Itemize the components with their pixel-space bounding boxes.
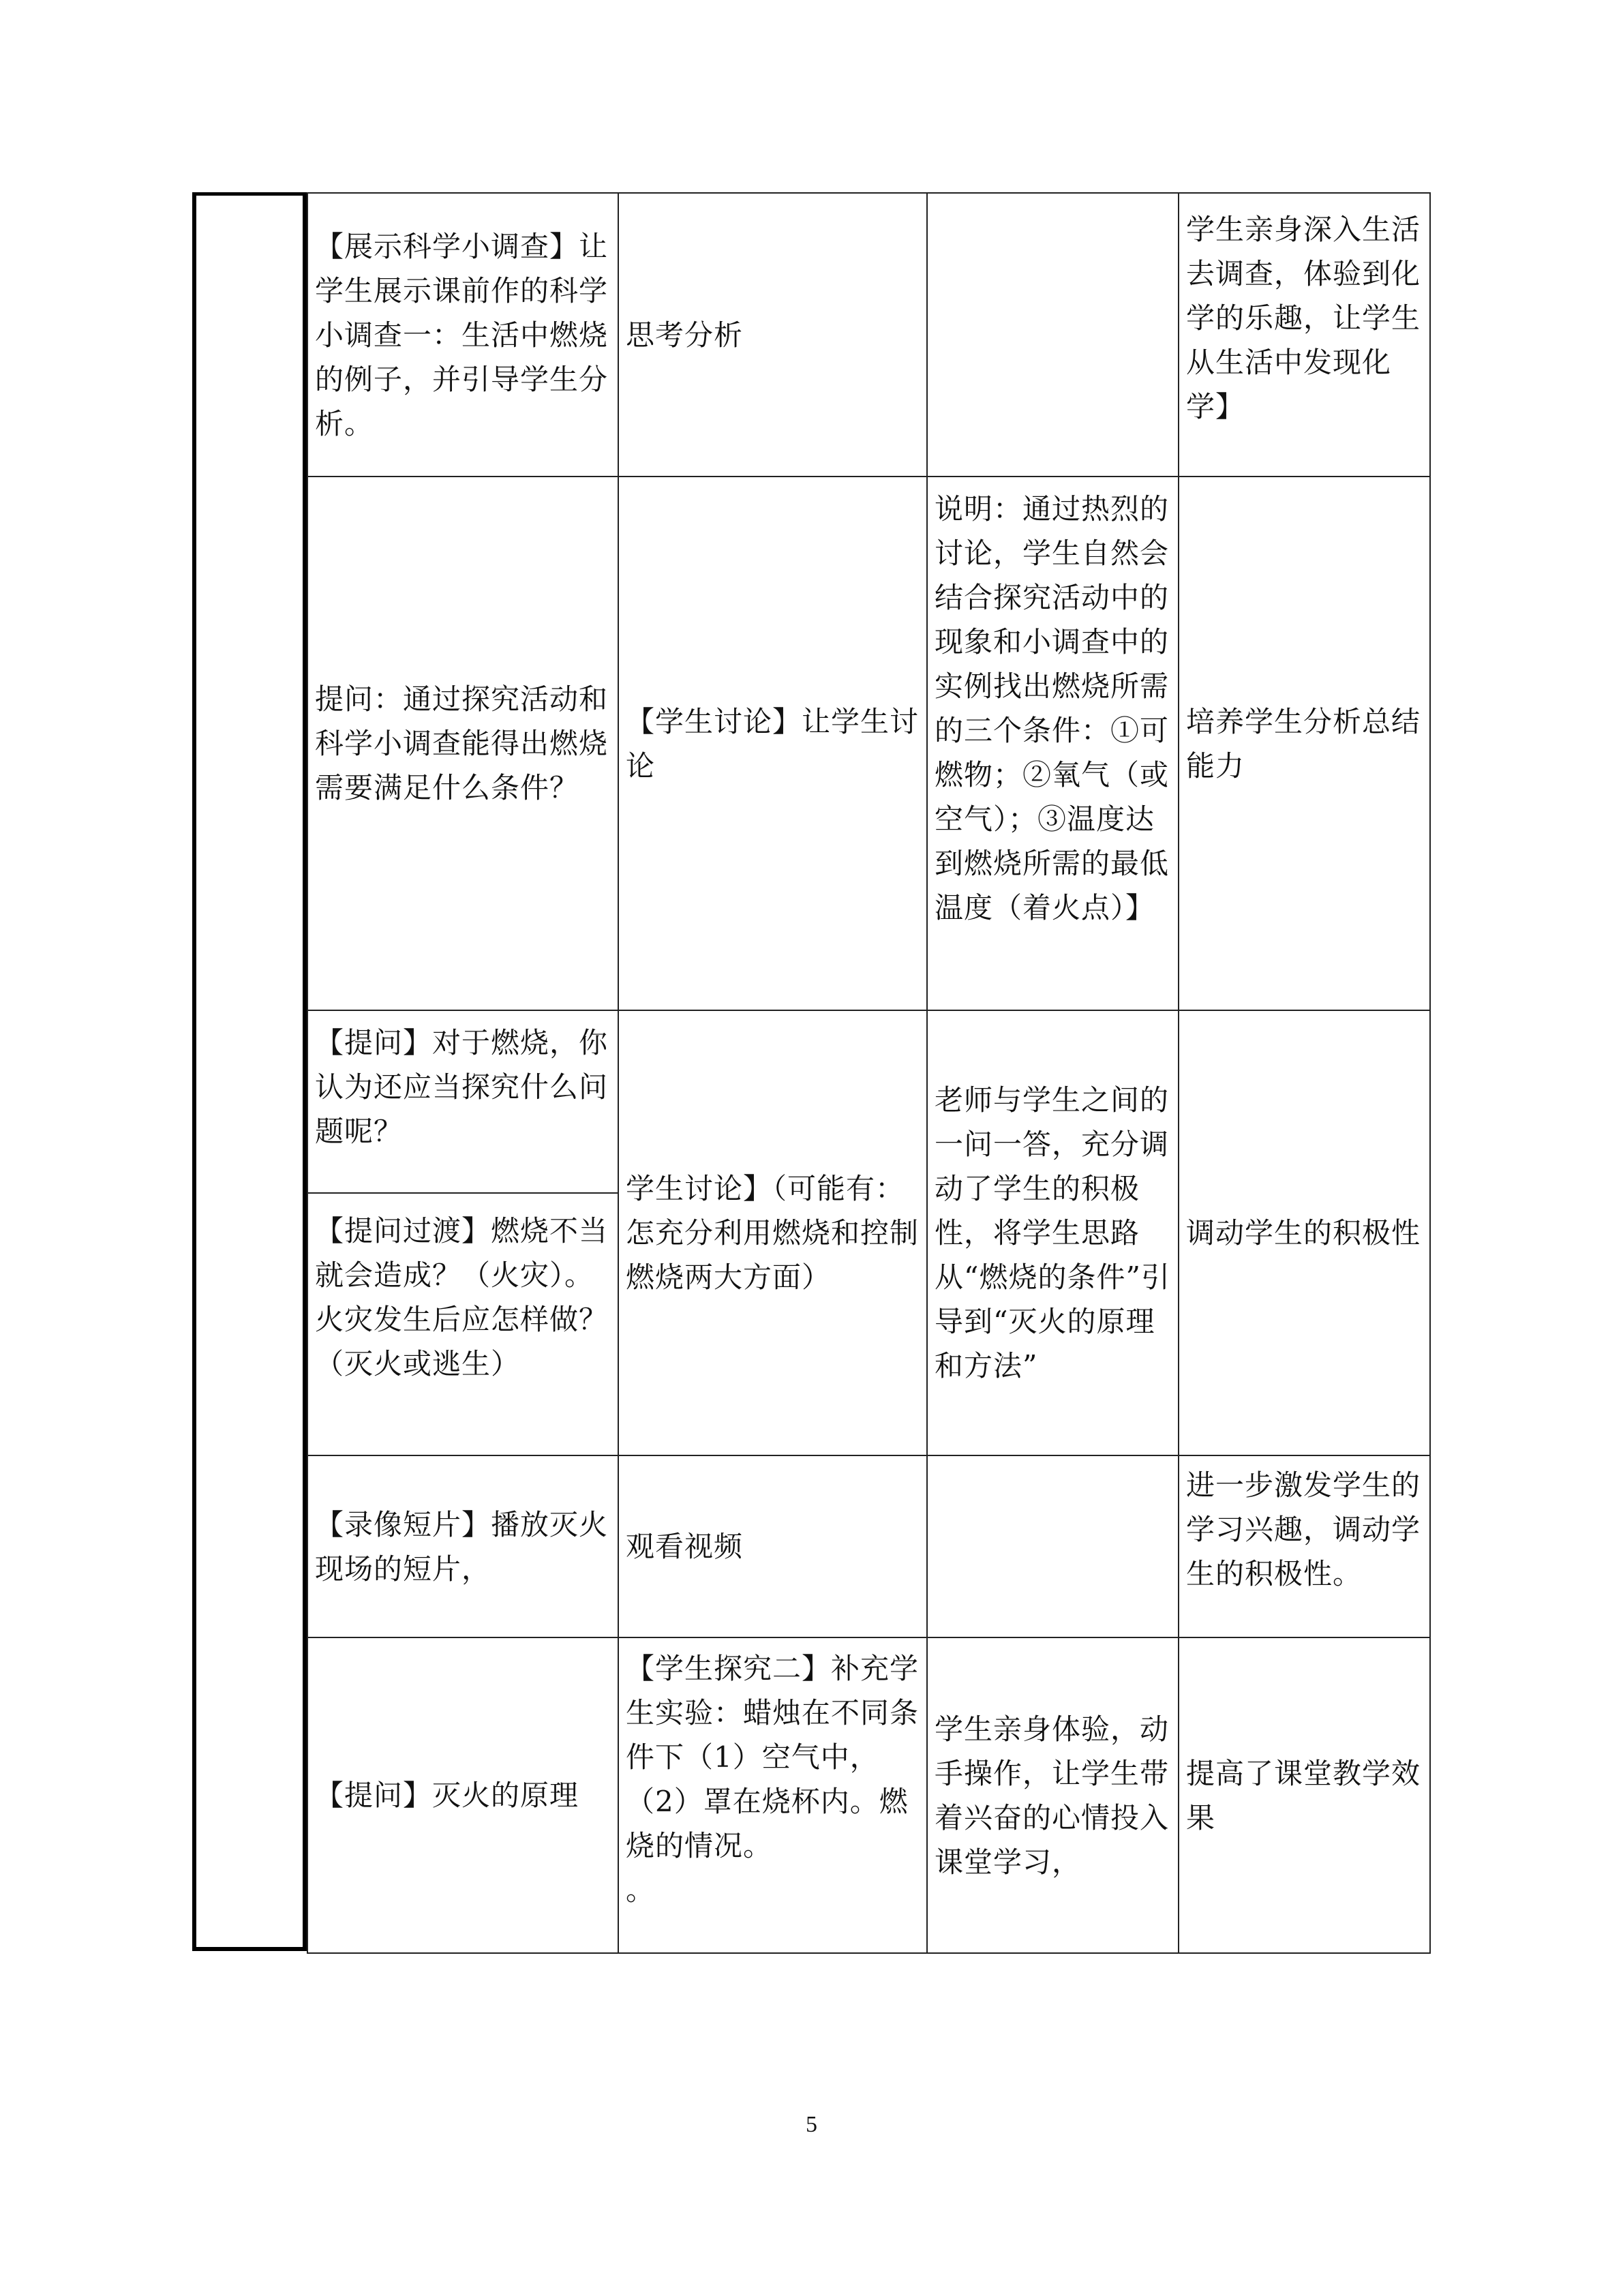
intent-cell [1179, 193, 1430, 477]
intent-cell [1179, 1010, 1430, 1455]
teacher-activity-cell [307, 1455, 618, 1637]
teacher-activity-text: 【提问】灭火的原理 [315, 1779, 579, 1812]
left-frame-column [192, 192, 307, 1951]
lesson-plan-table [307, 192, 1431, 1954]
intent-cell [1179, 477, 1430, 1010]
student-activity-trailing-mark: 。 [626, 1873, 656, 1907]
intent-text: 调动学生的积极性 [1186, 1216, 1421, 1250]
teacher-activity-text: 【提问】对于燃烧，你认为还应当探究什么问题呢？ [315, 1026, 609, 1148]
student-activity-cell [618, 477, 927, 1010]
teacher-activity-text: 【提问过渡】燃烧不当就会造成？（火灾）。火灾发生后应怎样做？（灭火或逃生） [315, 1214, 609, 1380]
table-row [307, 193, 1430, 477]
student-activity-text: 学生讨论】（可能有：怎充分利用燃烧和控制燃烧两大方面） [626, 1172, 920, 1294]
student-activity-text: 观看视频 [626, 1530, 744, 1563]
table-row [307, 1455, 1430, 1637]
page-number: 5 [806, 2112, 817, 2137]
student-activity-cell [618, 1010, 927, 1455]
student-activity-cell [618, 1455, 927, 1637]
teacher-activity-cell [307, 477, 618, 1010]
note-cell [927, 477, 1179, 1010]
note-text: 说明：通过热烈的讨论，学生自然会结合探究活动中的现象和小调查中的实例找出燃烧所需的三个条件：①可燃物；②氧气（或空气）；③温度达到燃烧所需的最低温度（着火点）】 [935, 492, 1170, 924]
student-activity-text: 【学生探究二】补充学生实验：蜡烛在不同条件下（1）空气中，（2）罩在烧杯内。燃烧的情况。 [626, 1652, 920, 1862]
note-cell [927, 1637, 1179, 1953]
teacher-activity-text: 【展示科学小调查】让学生展示课前作的科学小调查一：生活中燃烧的例子，并引导学生分析。 [315, 229, 609, 440]
teacher-activity-text: 提问：通过探究活动和科学小调查能得出燃烧需要满足什么条件？ [315, 682, 609, 804]
student-activity-text: 【学生讨论】让学生讨论 [626, 704, 920, 783]
teacher-activity-cell [307, 1193, 618, 1455]
teacher-activity-cell [307, 1637, 618, 1953]
intent-text: 提高了课堂教学效果 [1186, 1756, 1421, 1834]
note-text: 学生亲身体验，动手操作，让学生带着兴奋的心情投入课堂学习， [935, 1712, 1170, 1879]
table-row [307, 1010, 1430, 1193]
teacher-activity-text: 【录像短片】播放灭火现场的短片， [315, 1507, 609, 1586]
table-row [307, 1637, 1430, 1953]
student-activity-cell [618, 1637, 927, 1953]
note-cell [927, 1010, 1179, 1455]
note-text: 老师与学生之间的一问一答，充分调动了学生的积极性，将学生思路从“燃烧的条件”引导到“灭火的原理和方法” [935, 1083, 1170, 1383]
intent-cell [1179, 1455, 1430, 1637]
note-cell [927, 1455, 1179, 1637]
student-activity-text: 思考分析 [626, 318, 744, 352]
teacher-activity-cell [307, 1010, 618, 1193]
intent-cell [1179, 1637, 1430, 1953]
note-cell [927, 193, 1179, 477]
teacher-activity-cell [307, 193, 618, 477]
student-activity-cell [618, 193, 927, 477]
intent-text: 培养学生分析总结能力 [1186, 704, 1421, 783]
table-row [307, 477, 1430, 1010]
intent-text: 进一步激发学生的学习兴趣，调动学生的积极性。 [1186, 1468, 1421, 1590]
intent-text: 学生亲身深入生活去调查，体验到化学的乐趣，让学生从生活中发现化学】 [1186, 213, 1421, 423]
